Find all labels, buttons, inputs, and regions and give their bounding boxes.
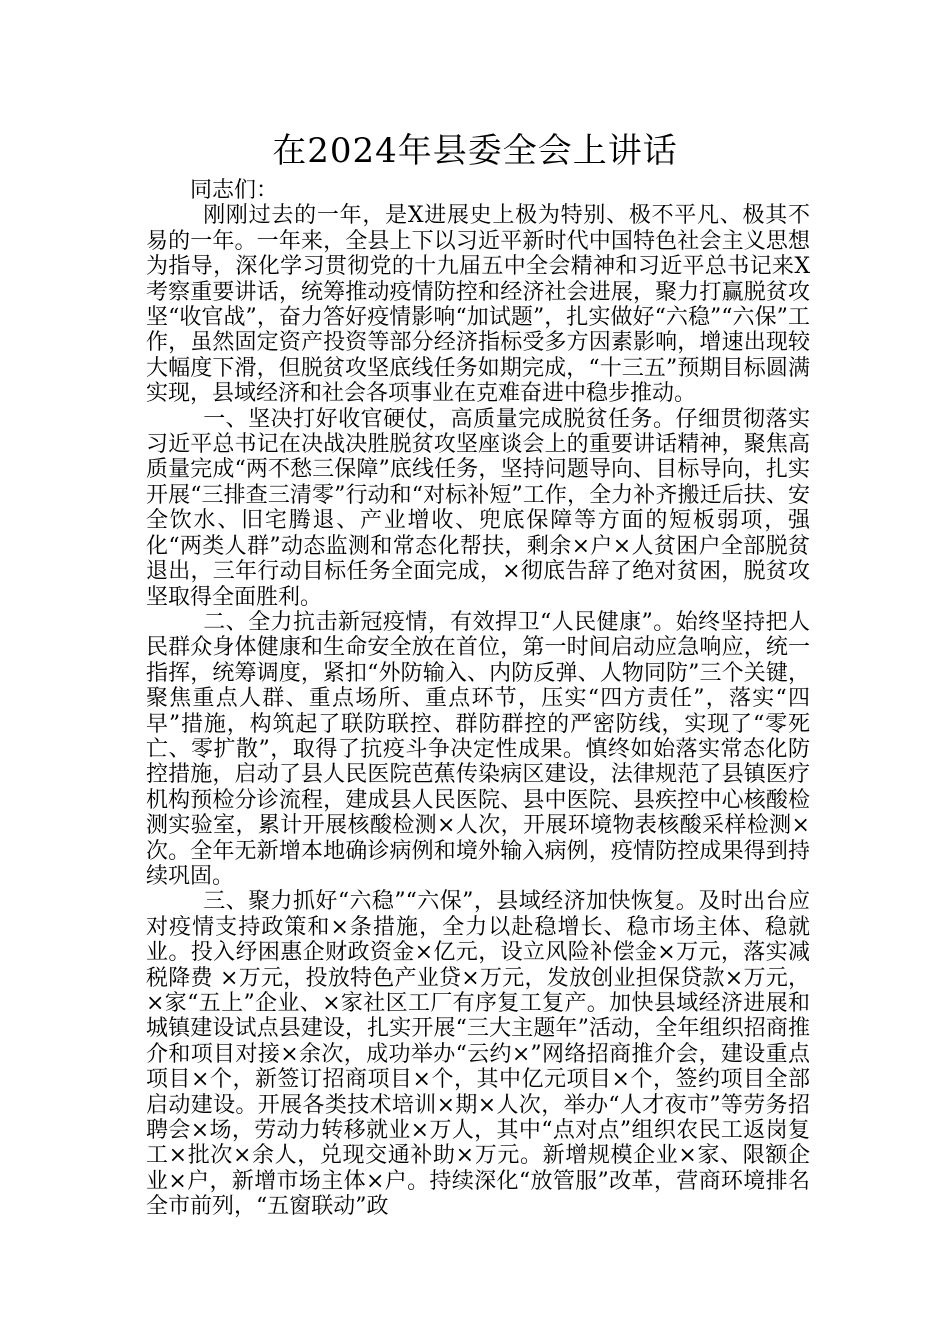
document-title: 在2024年县委全会上讲话 [272, 131, 678, 171]
document-body [146, 178, 810, 1220]
paragraph-intro: 刚刚过去的一年，是X进展史上极为特别、极不平凡、极其不易的一年。一年来，全县上下以习近平新时代中国特色社会主义思想为指导，深化学习贯彻党的十九届五中全会精神和习近平总书记来X考察重要讲话，统筹推动疫情防控和经济社会进展，聚力打赢脱贫攻坚“收官战”，奋力答好疫情影响“加试题”，扎实做好“六稳”“六保”工作，虽然固定资产投资等部分经济指标受多方因素影响，增速出现较大幅度下滑，但脱贫攻坚底线任务如期完成，“十三五”预期目标圆满实现，县域经济和社会各项事业在克难奋进中稳步推动。 [146, 203, 810, 407]
salutation: 同志们： [190, 178, 279, 203]
paragraph-poverty-alleviation: 一、坚决打好收官硬仗，高质量完成脱贫任务。仔细贯彻落实习近平总书记在决战决胜脱贫攻坚座谈会上的重要讲话精神，聚焦高质量完成“两不愁三保障”底线任务，坚持问题导向、目标导向，扎实开展“三排查三清零”行动和“对标补短”工作，全力补齐搬迁后扶、安全饮水、旧宅腾退、产业增收、兜底保障等方面的短板弱项，强化“两类人群”动态监测和常态化帮扶，剩余×户×人贫困户全部脱贫退出，三年行动目标任务全面完成，×彻底告辞了绝对贫困，脱贫攻坚取得全面胜利。 [146, 406, 810, 610]
paragraph-epidemic-control: 二、全力抗击新冠疫情，有效捍卫“人民健康”。始终坚持把人民群众身体健康和生命安全放在首位，第一时间启动应急响应，统一指挥，统筹调度，紧扣“外防输入、内防反弹、人物同防”三个关键，聚焦重点人群、重点场所、重点环节，压实“四方责任”，落实“四早”措施，构筑起了联防联控、群防群控的严密防线，实现了“零死亡、零扩散”，取得了抗疫斗争决定性成果。慎终如始落实常态化防控措施，启动了县人民医院芭蕉传染病区建设，法律规范了县镇医疗机构预检分诊流程，建成县人民医院、县中医院、县疾控中心核酸检测实验室，累计开展核酸检测×人次，开展环境物表核酸采样检测×次。全年无新增本地确诊病例和境外输入病例，疫情防控成果得到持续巩固。 [146, 609, 810, 889]
paragraph-economy-recovery: 三、聚力抓好“六稳”“六保”，县域经济加快恢复。及时出台应对疫情支持政策和×条措施，全力以赴稳增长、稳市场主体、稳就业。投入纾困惠企财政资金×亿元，设立风险补偿金×万元，落实减税降费 ×万元，投放特色产业贷×万元，发放创业担保贷款×万元，×家“五上”企业、×家社区工厂有序复工复产。加快县域经济进展和城镇建设试点县建设，扎实开展“三大主题年”活动，全年组织招商推介和项目对接×余次，成功举办“云约×”网络招商推介会，建设重点项目×个，新签订招商项目×个，其中亿元项目×个，签约项目全部启动建设。开展各类技术培训×期×人次，举办“人才夜市”等劳务招聘会×场，劳动力转移就业×万人，其中“点对点”组织农民工返岗复工×批次×余人，兑现交通补助×万元。新增规模企业×家、限额企业×户，新增市场主体×户。持续深化“放管服”改革，营商环境排名全市前列，“五窗联动”政 [146, 889, 810, 1220]
